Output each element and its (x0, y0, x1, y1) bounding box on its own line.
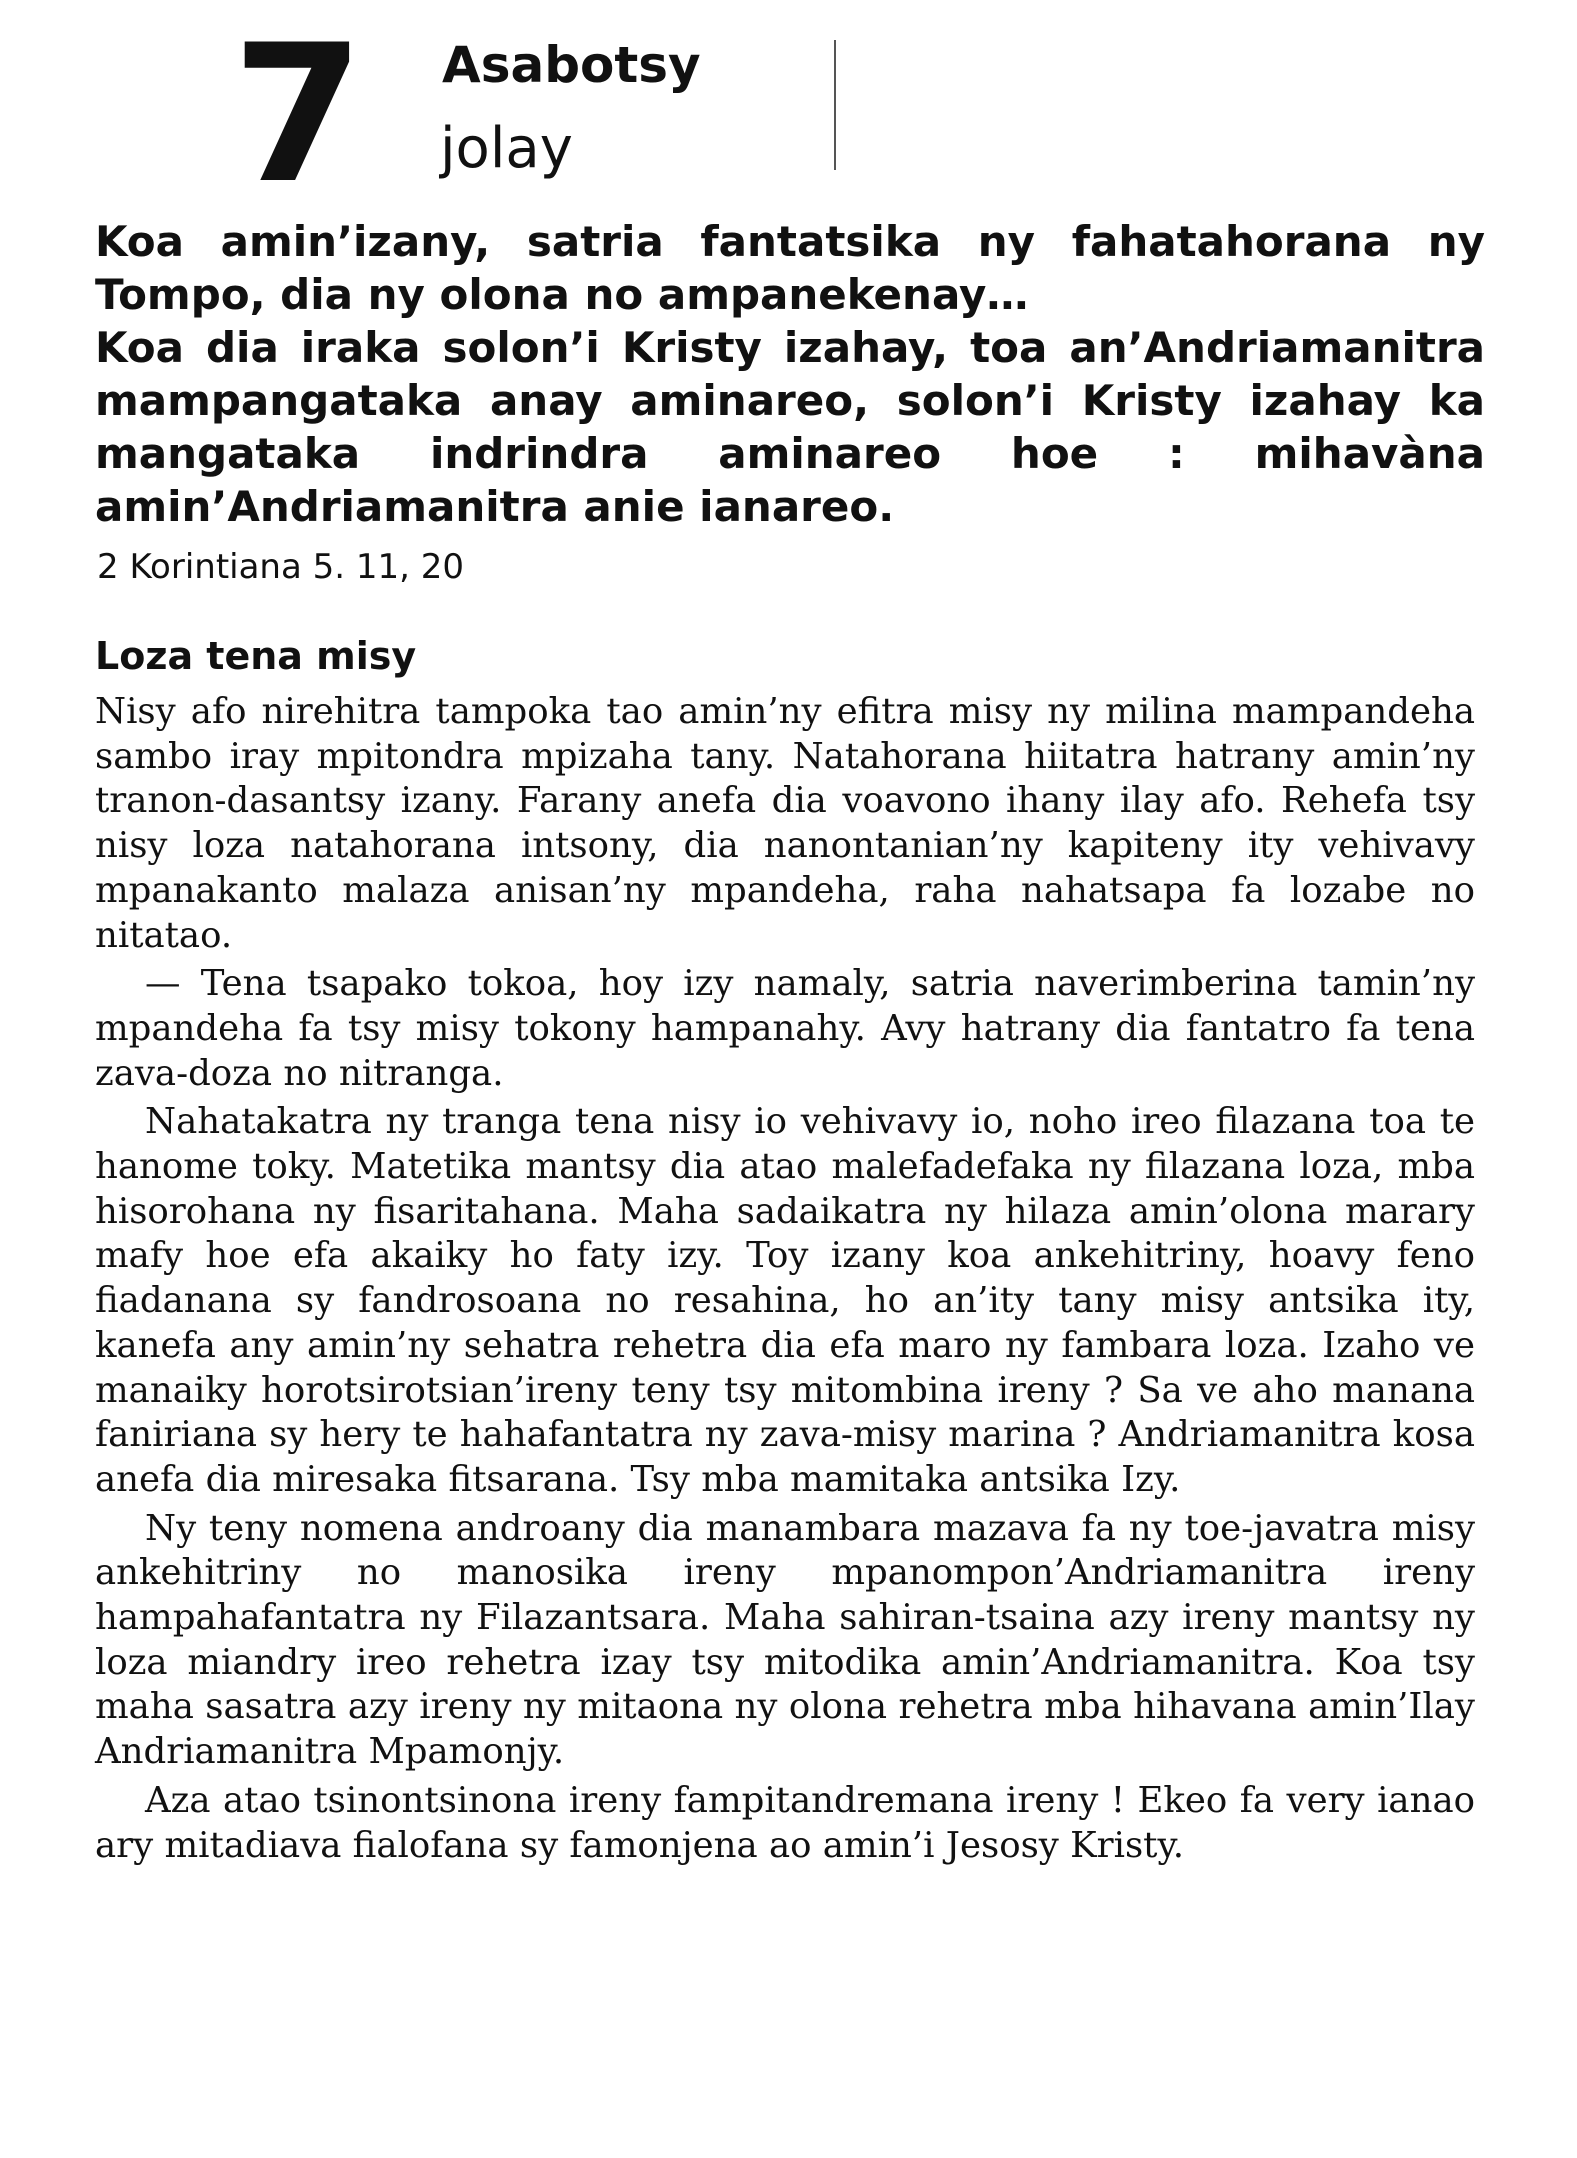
body-paragraph-5: Aza atao tsinontsinona ireny fampitandremana ireny ! Ekeo fa very ianao ary mitadiava fialofana sy famonjena ao amin’i Jesosy Kristy. (95, 1779, 1475, 1866)
day-name: Asabotsy (442, 36, 701, 94)
verse-paragraph-2: Koa dia iraka solon’i Kristy izahay, toa an’Andriamanitra mampangataka anay aminareo, solon’i Kristy izahay ka mangataka indrindra aminareo hoe : mihavàna amin’Andriamanitra anie ianareo. (95, 323, 1485, 531)
month-name: jolay (440, 116, 573, 181)
verse-paragraph-1: Koa amin’izany, satria fantatsika ny fahatahorana ny Tompo, dia ny olona no ampanekenay… (95, 217, 1485, 319)
day-number: 7 (232, 4, 361, 225)
section-title: Loza tena misy (95, 634, 417, 678)
header-divider (834, 40, 836, 170)
body-paragraph-1: Nisy afo nirehitra tampoka tao amin’ny efitra misy ny milina mampandeha sambo iray mpitondra mpizaha tany. Natahorana hiitatra hatrany amin’ny tranon-dasantsy izany. Farany anefa dia voavono ihany ilay afo. Rehefa tsy nisy loza natahorana intsony, dia nanontanian’ny kapiteny ity vehivavy mpanakanto malaza anisan’ny mpandeha, raha nahatsapa fa lozabe no nitatao. (95, 691, 1475, 956)
body-text (95, 690, 1475, 1872)
verse-reference: 2 Korintiana 5. 11, 20 (97, 547, 465, 587)
body-paragraph-4: Ny teny nomena androany dia manambara mazava fa ny toe-javatra misy ankehitriny no manosika ireny mpanompon’Andriamanitra ireny hampahafantatra ny Filazantsara. Maha sahiran-tsaina azy ireny mantsy ny loza miandry ireo rehetra izay tsy mitodika amin’Andriamanitra. Koa tsy maha sasatra azy ireny ny mitaona ny olona rehetra mba hihavana amin’Ilay Andriamanitra Mpamonjy. (95, 1507, 1475, 1773)
bible-verse (95, 215, 1485, 533)
body-paragraph-2: — Tena tsapako tokoa, hoy izy namaly, satria naverimberina tamin’ny mpandeha fa tsy misy tokony hampanahy. Avy hatrany dia fantatro fa tena zava-doza no nitranga. (95, 963, 1475, 1094)
body-paragraph-3: Nahatakatra ny tranga tena nisy io vehivavy io, noho ireo filazana toa te hanome toky. Matetika mantsy dia atao malefadefaka ny filazana loza, mba hisorohana ny fisaritahana. Maha sadaikatra ny hilaza amin’olona marary mafy hoe efa akaiky ho faty izy. Toy izany koa ankehitriny, hoavy feno fiadanana sy fandrosoana no resahina, ho an’ity tany misy antsika ity, kanefa any amin’ny sehatra rehetra dia efa maro ny fambara loza. Izaho ve manaiky horotsirotsian’ireny teny tsy mitombina ireny ? Sa ve aho manana faniriana sy hery te hahafantatra ny zava-misy marina ? Andriamanitra kosa anefa dia miresaka fitsarana. Tsy mba mamitaka antsika Izy. (95, 1101, 1475, 1500)
